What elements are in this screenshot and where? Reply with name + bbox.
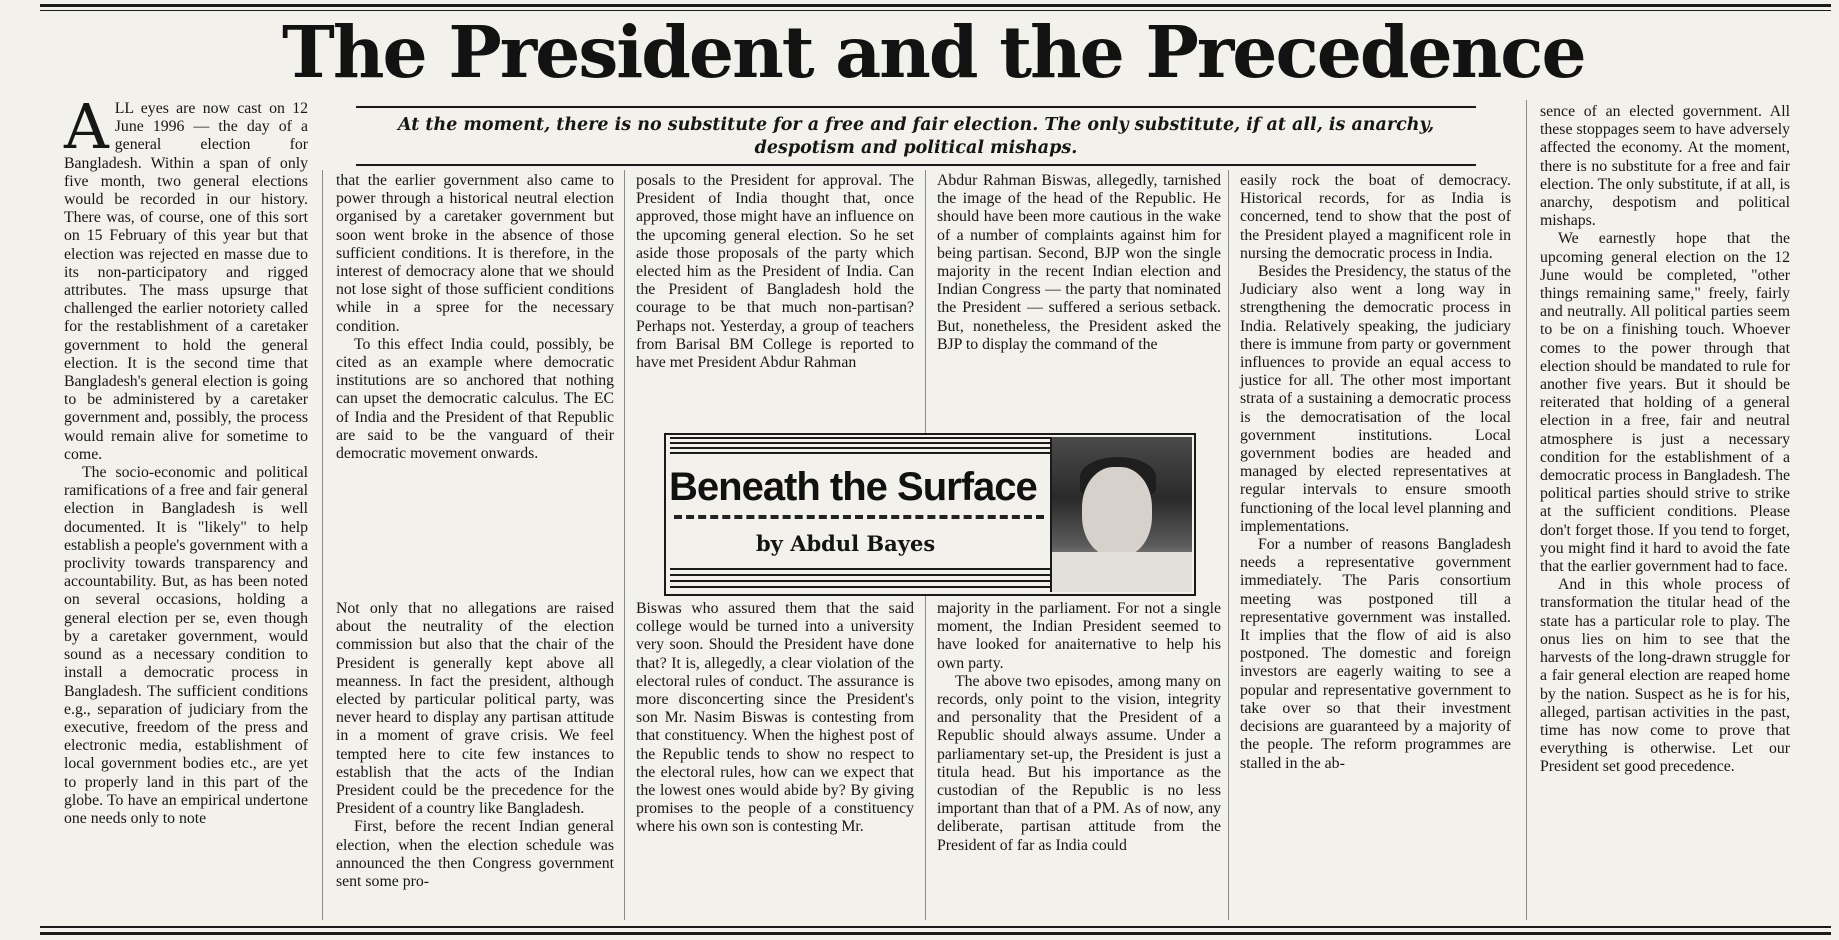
column-title: Beneath the Surface <box>669 465 1037 509</box>
column-3 <box>636 172 914 372</box>
paragraph: Abdur Rahman Biswas, allegedly, tarnished the image of the head of the Republic. He should have been more cautious in the wake of a number of complaints against him for being partisan. Second, BJP won the single majority in the recent Indian election and Indian Congress — the party that nominated the President — suffered a serious setback. But, nonetheless, the President asked the BJP to display the command of the <box>937 172 1221 353</box>
decorative-lines <box>670 568 1052 590</box>
paragraph: LL eyes are now cast on 12 June 1996 — the day of a general election for Bangladesh. Within a span of only five month, two general elections would be recorded in our history. There was, of course, one of this sort on 15 February of this year but that election was rejected en masse due to its non-participatory and rigged attributes. The mass upsurge that challenged the earlier notoriety called for the restablishment of a caretaker government to hold the general election. It is the second time that Bangladesh's general election is going to be administered by a caretaker government and, possibly, the process would remain alive for sometime to come. <box>64 100 308 463</box>
column-rule <box>624 170 625 920</box>
column-4-lower <box>937 600 1221 855</box>
paragraph: We earnestly hope that the upcoming general election on the 12 June would be completed, "other things remaining same," freely, fairly and neutrally. All political parties seem to be on a finishing touch. Whoever comes to the power through that election should be mandated to rule for another five years. But it should be reiterated that holding of a general election in a free, fair and neutral atmosphere is just a necessary condition for the establishment of a democratic process in Bangladesh. The political parties should strive to strike at the sufficient conditions. Please don't forget those. If you tend to forget, you might find it hard to avoid the fate that the earlier government had to face. <box>1540 230 1790 576</box>
column-logo-box <box>664 433 1196 596</box>
column-rule <box>322 170 323 920</box>
paragraph: Besides the Presidency, the status of the Judiciary also went a long way in strengthening the democratic process in India. Relatively speaking, the judiciary there is immune from party or government influences to provide an equal access to justice for all. The other most important strata of a sustaining a democratic process is the democratisation of the local government institutions. Local government bodies are headed and managed by elected representatives at regular intervals to ensure smooth functioning of the local level planning and implementations. <box>1240 263 1511 535</box>
paragraph: To this effect India could, possibly, be cited as an example where democratic institutions are so anchored that nothing can upset the democratic calculus. The EC of India and the President of that Republic are said to be the vanguard of their democratic movement onwards. <box>336 335 614 463</box>
headline: The President and the Precedence <box>282 10 1585 94</box>
paragraph: sence of an elected government. All these stoppages seem to have adversely affected the economy. At the moment, there is no substitute for a free and fair election. The only substitute, if at all, is anarchy, despotism and political mishaps. <box>1540 103 1790 230</box>
column-3-lower <box>636 600 914 837</box>
paragraph: easily rock the boat of democracy. Historical records, for as India is concerned, tend to show that the post of the President played a magnificent role in nursing the democratic process in India. <box>1240 172 1511 262</box>
photo-collar <box>1052 552 1192 592</box>
column-rule <box>1228 170 1229 920</box>
author-photo <box>1050 437 1192 592</box>
paragraph: And in this whole process of transformation the titular head of the state has a particular role to play. The onus lies on him to see that the harvests of the long-drawn struggle for a fair general election are reaped home by the nation. Suspect as he is for his, alleged, partisan activities in the past, time has now come to prove that everything is otherwise. Let our President set good precedence. <box>1540 576 1790 776</box>
paragraph: The socio-economic and political ramifications of a free and fair general election in Bangladesh is well documented. It is "likely" to help establish a people's government with a proclivity towards transparency and accountability. But, as has been noted on several occasions, holding a general election per se, even though by a caretaker government, would sound as a necessary condition to install a democratic process in Bangladesh. The sufficient conditions e.g., separation of judiciary from the executive, freedom of the press and electronic media, establishment of local government bodies etc., are yet to properly land in this part of the globe. To have an empirical undertone one needs only to note <box>64 464 308 827</box>
bottom-rule <box>40 926 1831 928</box>
paragraph: For a number of reasons Bangladesh needs a representative government immediately. The Paris consortium meeting was postponed till a representative government was installed. It implies that the flow of aid is also postponed. The domestic and foreign investors are eagerly waiting to see a popular and representative government to take over so that their investment decisions are guaranteed by a majority of the people. The reform programmes are stalled in the ab- <box>1240 536 1511 772</box>
drop-cap: A <box>64 90 109 163</box>
column-2-lower <box>336 600 614 891</box>
column-5 <box>1240 172 1511 773</box>
bottom-rule-thick <box>40 932 1831 935</box>
photo-face <box>1082 467 1152 557</box>
paragraph: majority in the parliament. For not a single moment, the Indian President seemed to have looked for anaiternative to help his own party. <box>937 600 1221 672</box>
column-rule <box>1526 100 1527 920</box>
byline: by Abdul Bayes <box>756 531 936 556</box>
paragraph: posals to the President for approval. The President of India thought that, once approved, those might have an influence on the upcoming general election. So he set aside those proposals of the party which elected him as the President of India. Can the President of Bangladesh hold the courage to be that much non-partisan? Perhaps not. Yesterday, a group of teachers from Barisal BM College is reported to have met President Abdur Rahman <box>636 172 914 372</box>
paragraph: Not only that no allegations are raised about the neutrality of the election commission but also that the chair of the President is generally kept above all meanness. In fact the president, although elected by particular political party, was never heard to display any partisan attitude in a moment of grave crisis. We feel tempted here to cite few instances to establish that the acts of the Indian President could be the precedence for the President of a country like Bangladesh. <box>336 600 614 818</box>
deck-quote: At the moment, there is no substitute for a free and fair election. The only substitute, if at all, is anarchy, despotism and political mishaps. <box>356 106 1476 166</box>
paragraph: Biswas who assured them that the said college would be turned into a university very soon. Should the President have done that? It is, allegedly, a clear violation of the electoral rules of conduct. The assurance is more disconcerting since the President's son Mr. Nasim Biswas is contesting from that constituency. When the highest post of the Republic tends to show no respect to the electoral rules, how can we expect that the lowest ones would abide by? By giving promises to the people of a constituency where his own son is contesting Mr. <box>636 600 914 836</box>
decorative-lines <box>670 437 1052 455</box>
paragraph: First, before the recent Indian general election, when the election schedule was announced the then Congress government sent some pro- <box>336 818 614 891</box>
column-4 <box>937 172 1221 354</box>
paragraph: The above two episodes, among many on records, only point to the vision, integrity and personality that the President of a Republic should always assume. Under a parliamentary set-up, the President is just a titula head. But his importance as the custodian of the Republic is no less important than that of a PM. As of now, any deliberate, partisan attitude from the President of far as India could <box>937 672 1221 854</box>
decorative-dashes <box>674 515 1044 519</box>
column-2 <box>336 172 614 463</box>
column-6 <box>1540 103 1790 777</box>
paragraph: that the earlier government also came to power through a historical neutral election organised by a caretaker government but soon went broke in the absence of those sufficient conditions. It is therefore, in the interest of democracy alone that we should not lose sight of those sufficient conditions while in a spree for the necessary condition. <box>336 172 614 335</box>
top-rule <box>40 4 1831 7</box>
column-1 <box>64 90 308 828</box>
